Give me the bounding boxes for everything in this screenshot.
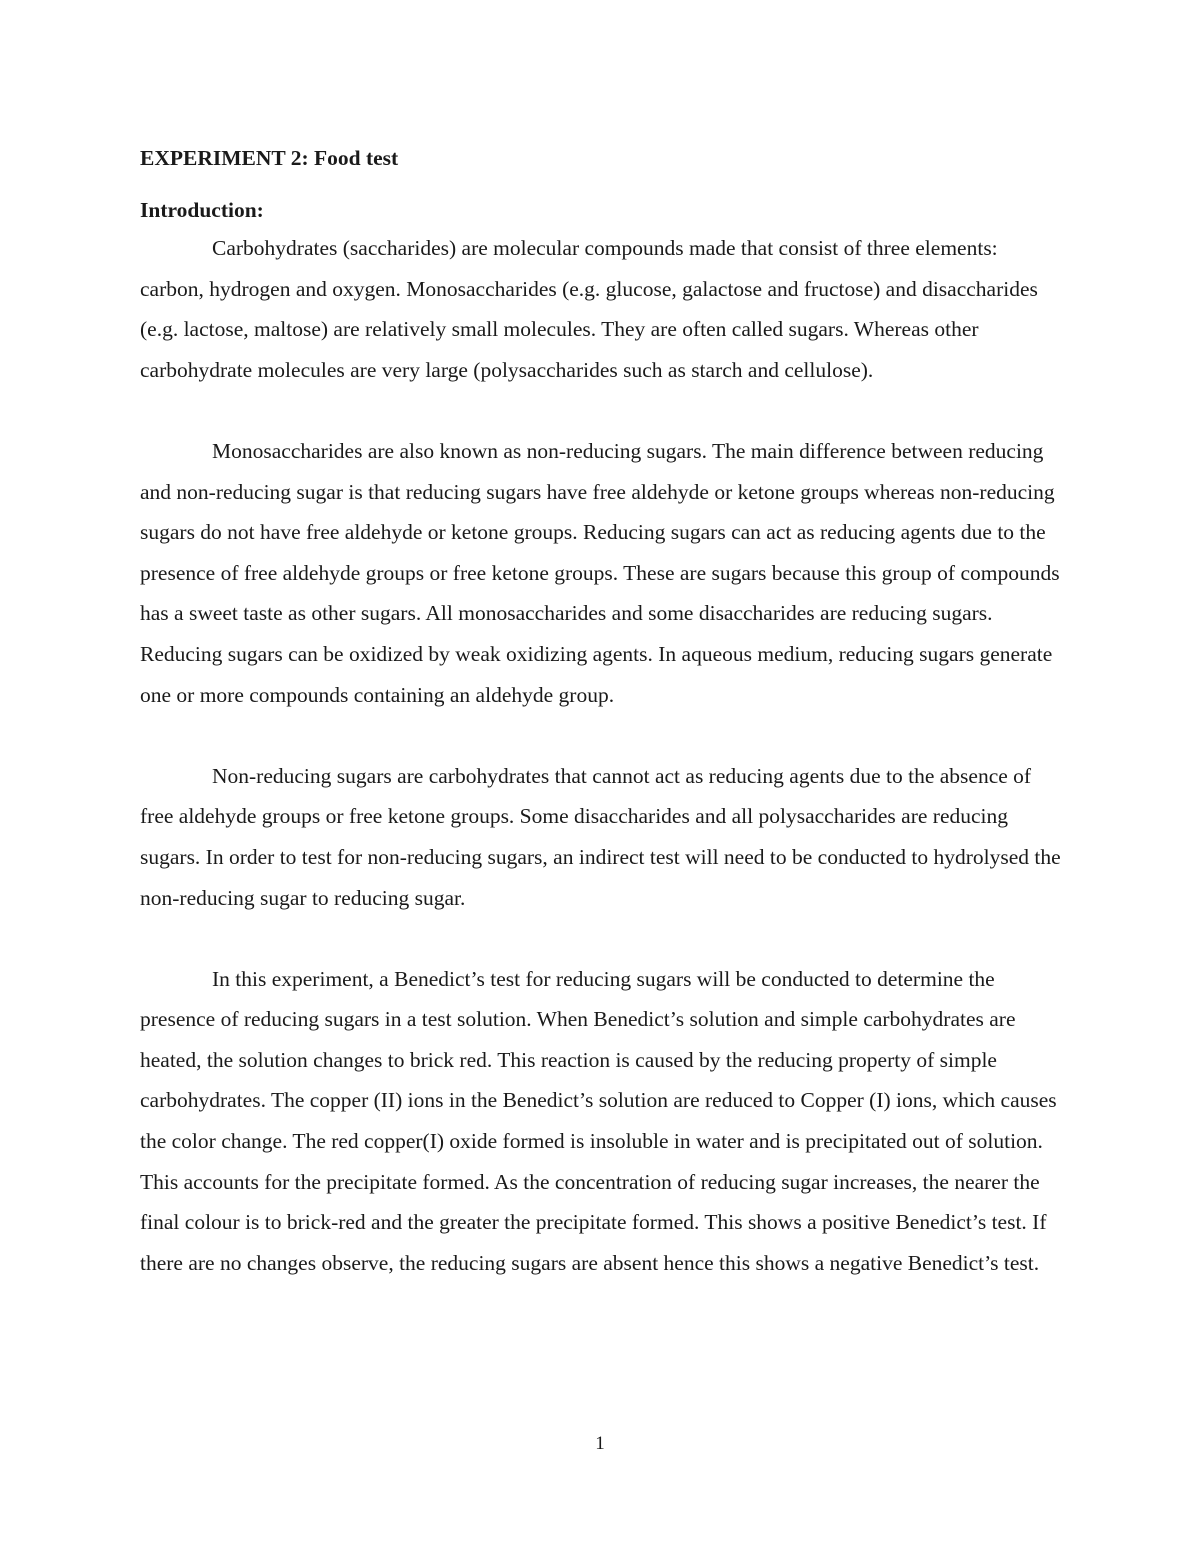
document-body bbox=[140, 140, 1065, 1283]
paragraph-reducing-sugars: Monosaccharides are also known as non-reducing sugars. The main difference between reducing and non-reducing sugar is that reducing sugars have free aldehyde or ketone groups whereas non-reducing sugars do not have free aldehyde or ketone groups. Reducing sugars can act as reducing agents due to the presence of free aldehyde groups or free ketone groups. These are sugars because this group of compounds has a sweet taste as other sugars. All monosaccharides and some disaccharides are reducing sugars. Reducing sugars can be oxidized by weak oxidizing agents. In aqueous medium, reducing sugars generate one or more compounds containing an aldehyde group. bbox=[140, 438, 1060, 707]
page-number: 1 bbox=[595, 1433, 605, 1454]
paragraph-carbohydrates: Carbohydrates (saccharides) are molecular compounds made that consist of three elements: carbon, hydrogen and oxygen. Monosaccharides (e.g. glucose, galactose and fructose) and disaccharides (e.g. lactose, maltose) are relatively small molecules. They are often called sugars. Whereas other carbohydrate molecules are very large (polysaccharides such as starch and cellulose). bbox=[140, 236, 1038, 382]
section-heading-introduction: Introduction: bbox=[140, 198, 264, 222]
paragraph-spacer bbox=[140, 390, 1065, 431]
paragraph-spacer bbox=[140, 918, 1065, 959]
title-topic: Food test bbox=[308, 146, 399, 170]
paragraph-benedicts-test: In this experiment, a Benedict’s test for reducing sugars will be conducted to determine the presence of reducing sugars in a test solution. When Benedict’s solution and simple carbohydrates are heated, the solution changes to brick red. This reaction is caused by the reducing property of simple carbohydrates. The copper (II) ions in the Benedict’s solution are reduced to Copper (I) ions, which causes the color change. The red copper(I) oxide formed is insoluble in water and is precipitated out of solution. This accounts for the precipitate formed. As the concentration of reducing sugar increases, the nearer the final colour is to brick-red and the greater the precipitate formed. This shows a positive Benedict’s test. If there are no changes observe, the reducing sugars are absent hence this shows a negative Benedict’s test. bbox=[140, 966, 1057, 1275]
paragraph-non-reducing-sugars: Non-reducing sugars are carbohydrates that cannot act as reducing agents due to the absence of free aldehyde groups or free ketone groups. Some disaccharides and all polysaccharides are reducing sugars. In order to test for non-reducing sugars, an indirect test will need to be conducted to hydrolysed the non-reducing sugar to reducing sugar. bbox=[140, 763, 1061, 910]
paragraph-spacer bbox=[140, 715, 1065, 756]
document-title bbox=[140, 140, 1065, 180]
title-experiment-label: EXPERIMENT 2: bbox=[140, 146, 309, 170]
